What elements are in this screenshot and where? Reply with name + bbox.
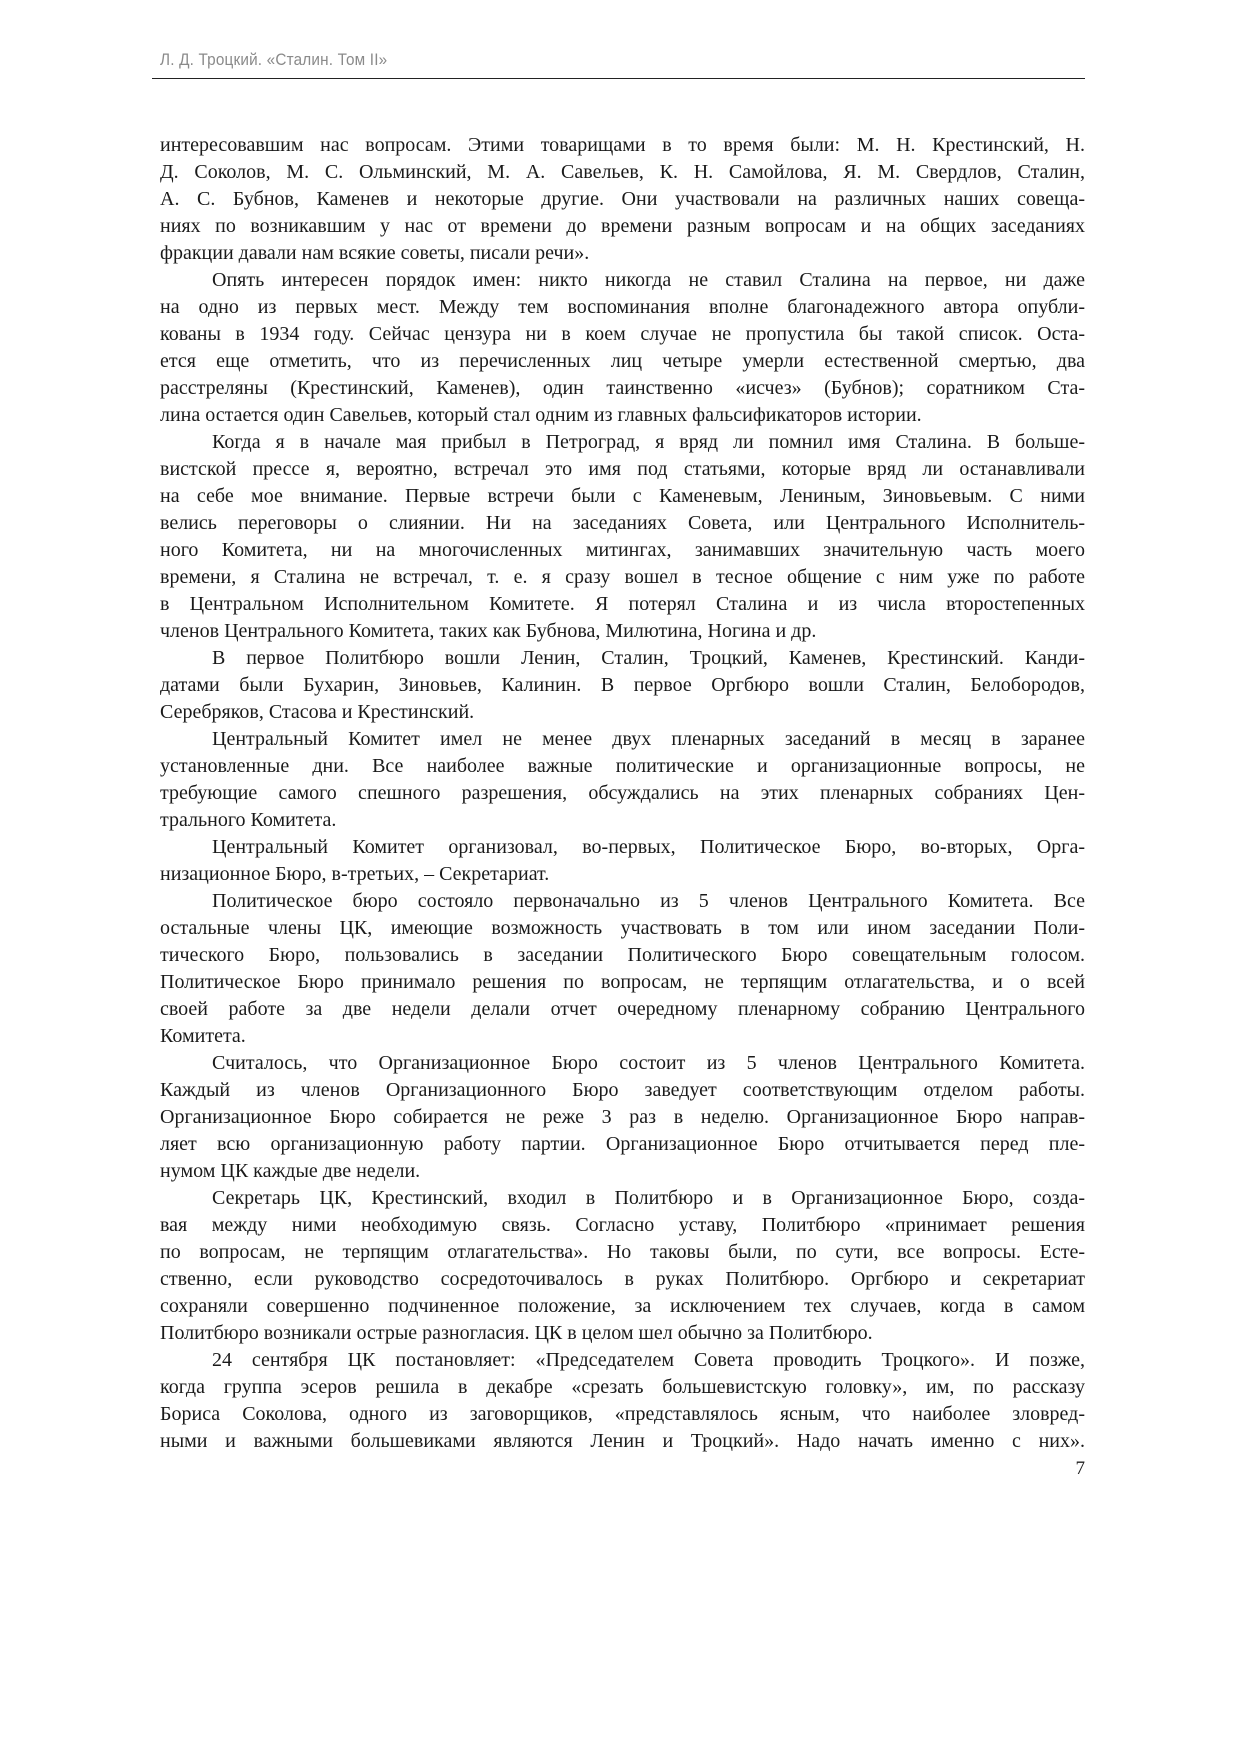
text-line: требующие самого спешного разрешения, обсуждались на этих пленарных собраниях Цен- [160, 782, 1085, 804]
paragraph [160, 132, 1085, 267]
page-body-text [160, 132, 1085, 1455]
text-line: кованы в 1934 году. Сейчас цензура ни в коем случае не пропустила бы такой список. Оста- [160, 323, 1085, 345]
text-line: низационное Бюро, в-третьих, – Секретариат. [160, 863, 550, 885]
text-line: лина остается один Савельев, который стал одним из главных фальсификаторов истории. [160, 404, 922, 426]
text-line: нумом ЦК каждые две недели. [160, 1160, 421, 1182]
text-line: ными и важными большевиками являются Ленин и Троцкий». Надо начать именно с них». [160, 1430, 1085, 1452]
text-line: Политбюро возникали острые разногласия. ЦК в целом шел обычно за Политбюро. [160, 1322, 873, 1344]
paragraph [160, 1185, 1085, 1347]
text-line: Центральный Комитет имел не менее двух пленарных заседаний в месяц в заранее [212, 728, 1085, 750]
text-line: вая между ними необходимую связь. Согласно уставу, Политбюро «принимает решения [160, 1214, 1085, 1236]
paragraph [160, 726, 1085, 834]
text-line: ется еще отметить, что из перечисленных лиц четыре умерли естественной смертью, два [160, 350, 1085, 372]
text-line: на себе мое внимание. Первые встречи были с Каменевым, Лениным, Зиновьевым. С ними [160, 485, 1085, 507]
paragraph [160, 645, 1085, 726]
header-divider [152, 78, 1085, 79]
text-line: по вопросам, не терпящим отлагательства». Но таковы были, по сути, все вопросы. Есте- [160, 1241, 1085, 1263]
page-number: 7 [1075, 1458, 1085, 1479]
text-line: Комитета. [160, 1025, 246, 1047]
text-line: Секретарь ЦК, Крестинский, входил в Политбюро и в Организационное Бюро, созда- [212, 1187, 1085, 1209]
text-line: 24 сентября ЦК постановляет: «Председателем Совета проводить Троцкого». И позже, [212, 1349, 1085, 1371]
text-line: Политическое бюро состояло первоначально из 5 членов Центрального Комитета. Все [212, 890, 1085, 912]
text-line: Д. Соколов, М. С. Ольминский, М. А. Савельев, К. Н. Самойлова, Я. М. Свердлов, Сталин, [160, 161, 1085, 183]
text-line: Бориса Соколова, одного из заговорщиков, «представлялось ясным, что наиболее зловред- [160, 1403, 1085, 1425]
text-line: в Центральном Исполнительном Комитете. Я потерял Сталина и из числа второстепенных [160, 593, 1085, 615]
text-line: фракции давали нам всякие советы, писали речи». [160, 242, 590, 264]
text-line: Серебряков, Стасова и Крестинский. [160, 701, 475, 723]
text-line: Организационное Бюро собирается не реже 3 раз в неделю. Организационное Бюро направ- [160, 1106, 1085, 1128]
paragraph [160, 429, 1085, 645]
paragraph [160, 1347, 1085, 1455]
text-line: остальные члены ЦК, имеющие возможность участвовать в том или ином заседании Поли- [160, 917, 1085, 939]
text-line: ляет всю организационную работу партии. Организационное Бюро отчитывается перед пле- [160, 1133, 1085, 1155]
text-line: Считалось, что Организационное Бюро состоит из 5 членов Центрального Комитета. [212, 1052, 1085, 1074]
text-line: расстреляны (Крестинский, Каменев), один таинственно «исчез» (Бубнов); соратником Ста- [160, 377, 1085, 399]
text-line: велись переговоры о слиянии. Ни на заседаниях Совета, или Центрального Исполнитель- [160, 512, 1085, 534]
text-line: трального Комитета. [160, 809, 337, 831]
text-line: на одно из первых мест. Между тем воспоминания вполне благонадежного автора опубли- [160, 296, 1085, 318]
text-line: Политическое Бюро принимало решения по вопросам, не терпящим отлагательства, и о всей [160, 971, 1085, 993]
text-line: сохраняли совершенно подчиненное положение, за исключением тех случаев, когда в самом [160, 1295, 1085, 1317]
running-header: Л. Д. Троцкий. «Сталин. Том II» [160, 50, 388, 69]
text-line: ного Комитета, ни на многочисленных митингах, занимавших значительную часть моего [160, 539, 1085, 561]
paragraph [160, 267, 1085, 429]
text-line: членов Центрального Комитета, таких как Бубнова, Милютина, Ногина и др. [160, 620, 817, 642]
text-line: Каждый из членов Организационного Бюро заведует соответствующим отделом работы. [160, 1079, 1085, 1101]
paragraph [160, 834, 1085, 888]
paragraph [160, 1050, 1085, 1185]
text-line: В первое Политбюро вошли Ленин, Сталин, Троцкий, Каменев, Крестинский. Канди- [212, 647, 1085, 669]
text-line: вистской прессе я, вероятно, встречал это имя под статьями, которые вряд ли останавливали [160, 458, 1085, 480]
text-line: тического Бюро, пользовались в заседании Политического Бюро совещательным голосом. [160, 944, 1085, 966]
text-line: ственно, если руководство сосредоточивалось в руках Политбюро. Оргбюро и секретариат [160, 1268, 1085, 1290]
text-line: установленные дни. Все наиболее важные политические и организационные вопросы, не [160, 755, 1085, 777]
paragraph [160, 888, 1085, 1050]
text-line: Центральный Комитет организовал, во-первых, Политическое Бюро, во-вторых, Орга- [212, 836, 1085, 858]
text-line: А. С. Бубнов, Каменев и некоторые другие. Они участвовали на различных наших совеща- [160, 188, 1085, 210]
text-line: своей работе за две недели делали отчет очередному пленарному собранию Центрального [160, 998, 1085, 1020]
text-line: Опять интересен порядок имен: никто никогда не ставил Сталина на первое, ни даже [212, 269, 1085, 291]
text-line: ниях по возникавшим у нас от времени до времени разным вопросам и на общих заседаниях [160, 215, 1085, 237]
text-line: датами были Бухарин, Зиновьев, Калинин. В первое Оргбюро вошли Сталин, Белобородов, [160, 674, 1085, 696]
text-line: Когда я в начале мая прибыл в Петроград, я вряд ли помнил имя Сталина. В больше- [212, 431, 1085, 453]
text-line: когда группа эсеров решила в декабре «срезать большевистскую головку», им, по рассказу [160, 1376, 1085, 1398]
text-line: времени, я Сталина не встречал, т. е. я сразу вошел в тесное общение с ним уже по работе [160, 566, 1085, 588]
text-line: интересовавшим нас вопросам. Этими товарищами в то время были: М. Н. Крестинский, Н. [160, 134, 1085, 156]
